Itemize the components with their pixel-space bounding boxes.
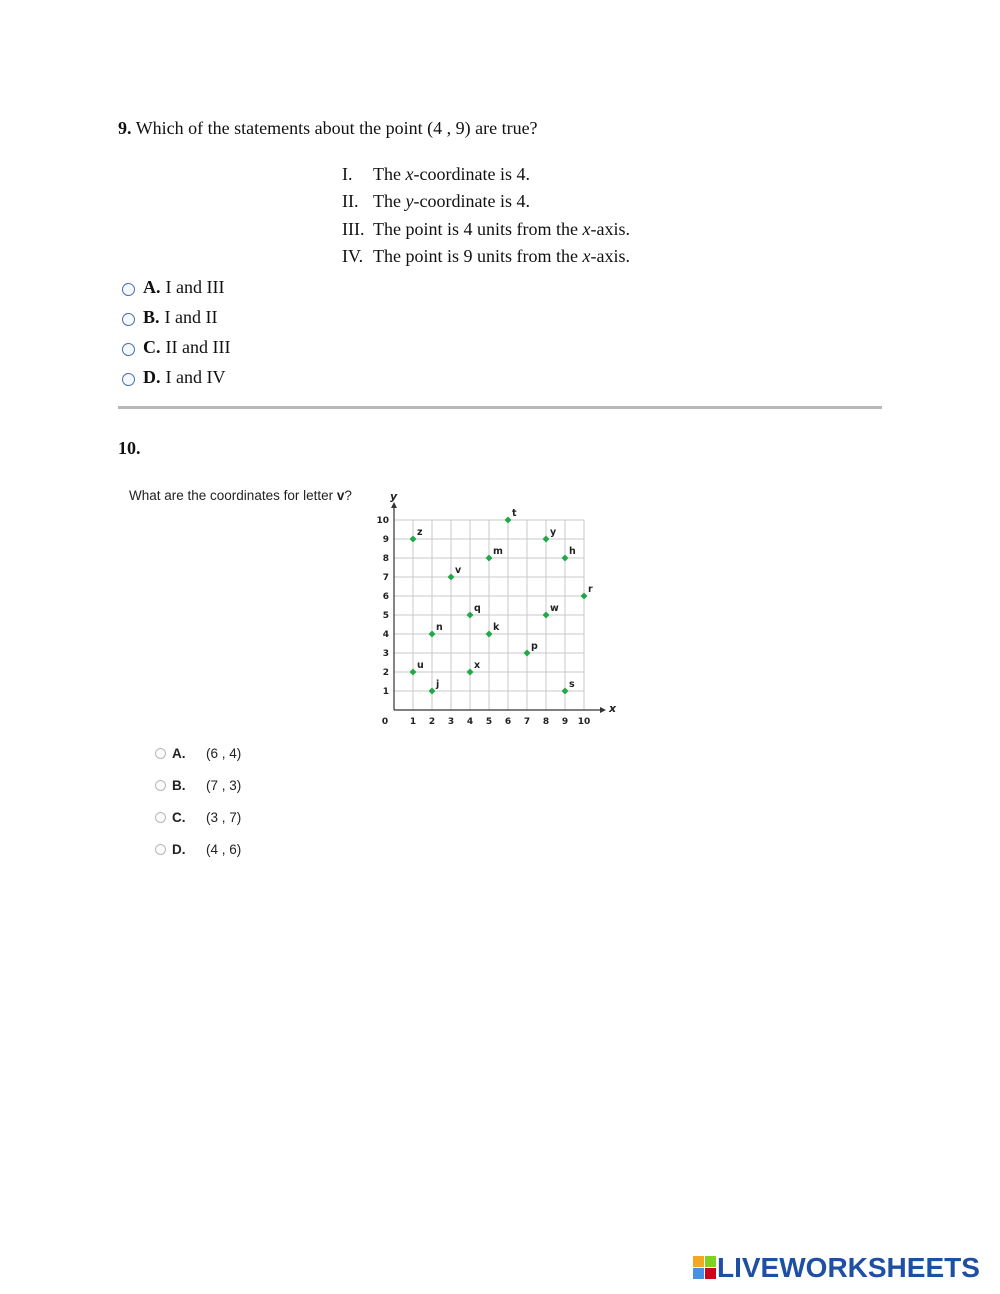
question-10-number: 10. — [118, 438, 141, 458]
y-tick-label: 10 — [376, 516, 389, 526]
radio-button[interactable] — [155, 748, 166, 759]
statement-1: I. The x-coordinate is 4. — [342, 164, 530, 184]
point-label-w: w — [550, 603, 559, 614]
q10-option-a[interactable]: A. (6 , 4) — [155, 746, 241, 761]
question-9-number: 9. — [118, 118, 132, 138]
q9-option-b[interactable]: B. I and II — [122, 307, 218, 328]
q10-option-d[interactable]: D. (4 , 6) — [155, 842, 241, 857]
x-tick-label: 2 — [428, 717, 436, 727]
y-tick-label: 2 — [382, 668, 389, 678]
x-tick-label: 8 — [542, 717, 550, 727]
q10-option-b[interactable]: B. (7 , 3) — [155, 778, 241, 793]
section-divider — [118, 406, 882, 409]
point-label-j: j — [436, 679, 440, 690]
statement-4: IV. The point is 9 units from the x-axis. — [342, 246, 630, 266]
data-point-m — [486, 555, 493, 562]
coordinate-plane-chart — [360, 490, 620, 728]
point-label-p: p — [531, 641, 538, 652]
data-point-r — [581, 593, 588, 600]
y-tick-label: 3 — [382, 649, 389, 659]
point-label-h: h — [569, 546, 576, 557]
x-tick-label: 6 — [504, 717, 512, 727]
logo-blocks-icon — [693, 1256, 717, 1280]
question-9-title — [118, 118, 538, 139]
origin-label: 0 — [381, 717, 389, 727]
data-point-t — [505, 517, 512, 524]
x-axis-arrow — [600, 707, 606, 713]
x-tick-label: 10 — [577, 717, 591, 727]
point-label-v: v — [455, 565, 462, 576]
data-point-x — [467, 669, 474, 676]
logo-block — [693, 1256, 704, 1267]
logo-block — [705, 1256, 716, 1267]
q9-option-a[interactable]: A. I and III — [122, 277, 224, 298]
x-tick-label: 5 — [485, 717, 493, 727]
logo-block — [693, 1268, 704, 1279]
statement-3: III. The point is 4 units from the x-axis. — [342, 219, 630, 239]
y-tick-label: 4 — [382, 630, 389, 640]
q9-option-c[interactable]: C. II and III — [122, 337, 230, 358]
y-tick-label: 7 — [382, 573, 389, 583]
point-label-m: m — [493, 546, 503, 557]
y-tick-label: 6 — [382, 592, 389, 602]
data-point-j — [429, 688, 436, 695]
point-label-y: y — [550, 527, 557, 538]
radio-button[interactable] — [122, 343, 135, 356]
x-tick-label: 3 — [447, 717, 455, 727]
data-point-w — [543, 612, 550, 619]
data-point-s — [562, 688, 569, 695]
radio-button[interactable] — [155, 844, 166, 855]
q10-option-c[interactable]: C. (3 , 7) — [155, 810, 241, 825]
point-label-t: t — [512, 508, 517, 519]
y-tick-label: 1 — [382, 687, 389, 697]
radio-button[interactable] — [122, 313, 135, 326]
x-tick-label: 7 — [523, 717, 531, 727]
y-tick-label: 9 — [382, 535, 389, 545]
data-point-p — [524, 650, 531, 657]
point-label-k: k — [493, 622, 500, 633]
data-point-v — [448, 574, 455, 581]
data-point-q — [467, 612, 474, 619]
data-point-z — [410, 536, 417, 543]
statement-2: II. The y-coordinate is 4. — [342, 191, 530, 211]
point-label-z: z — [417, 527, 423, 538]
point-label-r: r — [588, 584, 593, 595]
logo-block — [705, 1268, 716, 1279]
data-point-k — [486, 631, 493, 638]
x-tick-label: 4 — [466, 717, 474, 727]
data-point-u — [410, 669, 417, 676]
radio-button[interactable] — [155, 780, 166, 791]
y-axis-label: y — [390, 490, 398, 503]
x-axis-label: x — [609, 702, 617, 715]
data-point-h — [562, 555, 569, 562]
radio-button[interactable] — [155, 812, 166, 823]
point-label-s: s — [569, 679, 575, 690]
logo-text: LIVEWORKSHEETS — [717, 1252, 980, 1283]
x-tick-label: 1 — [409, 717, 417, 727]
x-tick-label: 9 — [561, 717, 569, 727]
y-tick-label: 8 — [382, 554, 389, 564]
point-label-n: n — [436, 622, 443, 633]
question-9-text: Which of the statements about the point (4 , 9) are true? — [135, 118, 538, 138]
point-label-q: q — [474, 603, 481, 614]
liveworksheets-logo[interactable] — [693, 1252, 980, 1284]
point-label-u: u — [417, 660, 424, 671]
point-label-x: x — [474, 660, 481, 671]
radio-button[interactable] — [122, 283, 135, 296]
question-10-text: What are the coordinates for letter v? — [129, 488, 352, 503]
q9-option-d[interactable]: D. I and IV — [122, 367, 225, 388]
data-point-y — [543, 536, 550, 543]
radio-button[interactable] — [122, 373, 135, 386]
y-tick-label: 5 — [382, 611, 389, 621]
data-point-n — [429, 631, 436, 638]
